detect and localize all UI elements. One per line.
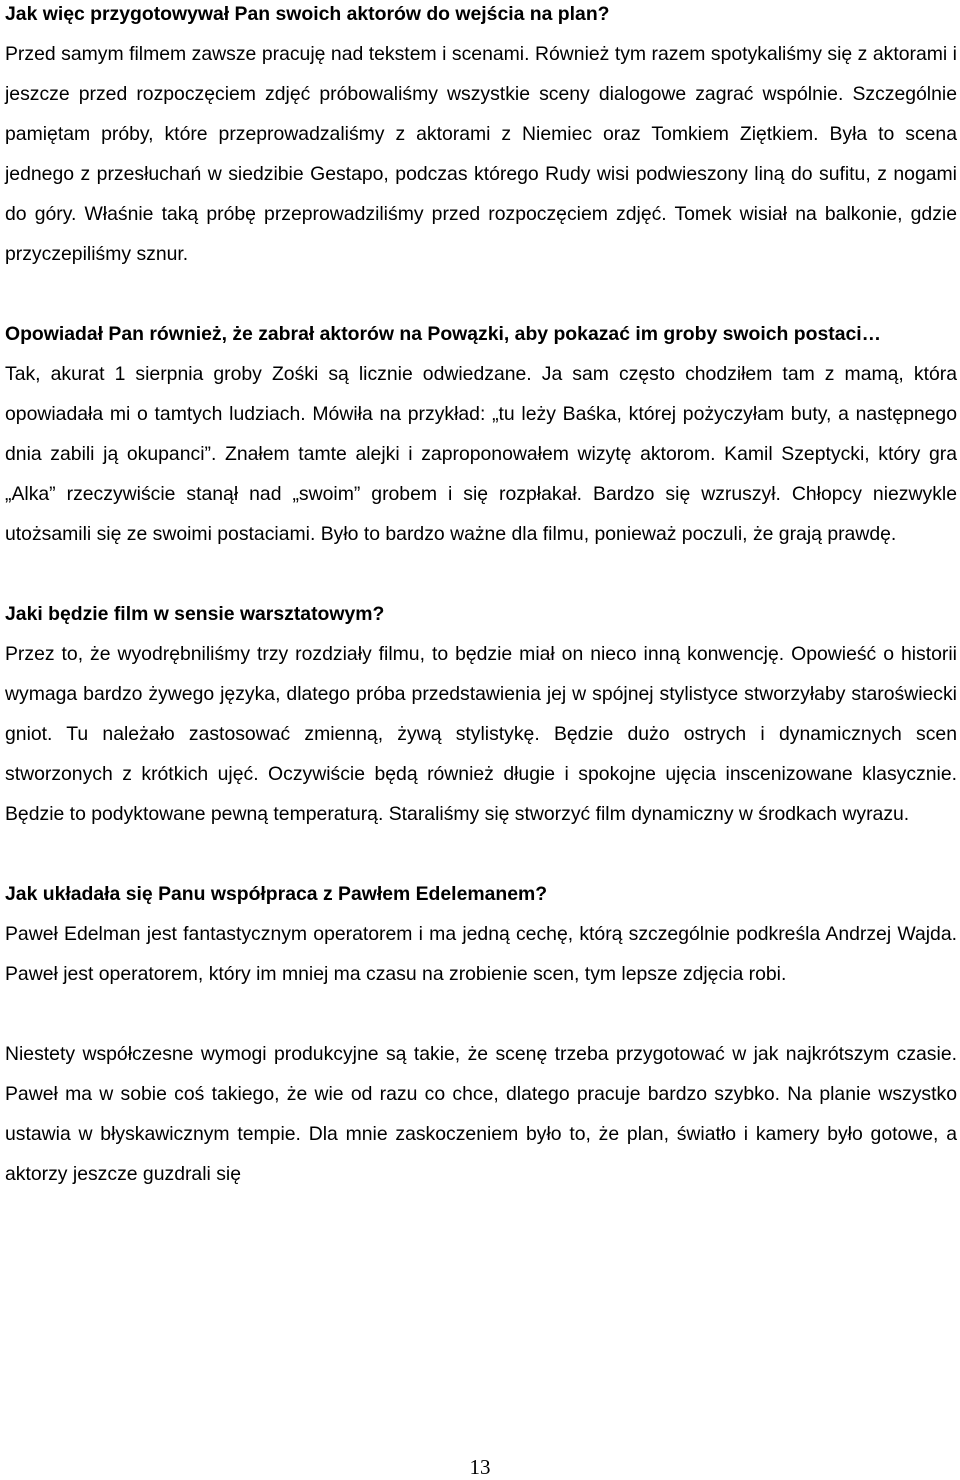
paragraph-gap [5,994,957,1034]
document-page [5,0,957,1194]
paragraph-gap [5,834,957,874]
question-heading-4: Jak układała się Panu współpraca z Pawłem Edelemanem? [5,883,548,905]
answer-paragraph-4: Paweł Edelman jest fantastycznym operatorem i ma jedną cechę, którą szczególnie podkreśla Andrzej Wajda. Paweł jest operatorem, który im mniej ma czasu na zrobienie scen, tym lepsze zdjęcia robi. [5,923,957,985]
question-heading-2: Opowiadał Pan również, że zabrał aktorów na Powązki, aby pokazać im groby swoich postaci… [5,323,882,345]
answer-paragraph-3: Przez to, że wyodrębniliśmy trzy rozdziały filmu, to będzie miał on nieco inną konwencję. Opowieść o historii wymaga bardzo żywego języka, dlatego próba przedstawienia jej w spójnej stylistyce stworzyłaby staroświecki gniot. Tu należało zastosować zmienną, żywą stylistykę. Będzie dużo ostrych i dynamicznych scen stworzonych z krótkich ujęć. Oczywiście będą również długie i spokojne ujęcia inscenizowane klasycznie. Będzie to podyktowane pewną temperaturą. Staraliśmy się stworzyć film dynamiczny w środkach wyrazu. [5,643,957,825]
page-number: 13 [469,1455,491,1479]
question-heading-1: Jak więc przygotowywał Pan swoich aktorów do wejścia na plan? [5,3,610,25]
answer-paragraph-2: Tak, akurat 1 sierpnia groby Zośki są licznie odwiedzane. Ja sam często chodziłem tam z mamą, która opowiadała mi o tamtych ludziach. Mówiła na przykład: „tu leży Baśka, której pożyczyłam buty, a następnego dnia zabili ją okupanci”. Znałem tamte alejki i zaproponowałem wizytę aktorom. Kamil Szeptycki, który gra „Alka” rzeczywiście stanął nad „swoim” grobem i się rozpłakał. Bardzo się wzruszył. Chłopcy niezwykle utożsamili się ze swoimi postaciami. Było to bardzo ważne dla filmu, ponieważ poczuli, że grają prawdę. [5,363,957,545]
paragraph-gap [5,554,957,594]
question-heading-3: Jaki będzie film w sensie warsztatowym? [5,603,385,625]
final-paragraph: Niestety współczesne wymogi produkcyjne są takie, że scenę trzeba przygotować w jak najkrótszym czasie. Paweł ma w sobie coś takiego, że wie od razu co chce, dlatego pracuje bardzo szybko. Na planie wszystko ustawia w błyskawicznym tempie. Dla mnie zaskoczeniem było to, że plan, światło i kamery było gotowe, a aktorzy jeszcze guzdrali się [5,1043,957,1185]
paragraph-gap [5,274,957,314]
answer-paragraph-1: Przed samym filmem zawsze pracuję nad tekstem i scenami. Również tym razem spotykaliśmy się z aktorami i jeszcze przed rozpoczęciem zdjęć próbowaliśmy wszystkie sceny dialogowe zagrać wspólnie. Szczególnie pamiętam próby, które przeprowadzaliśmy z aktorami z Niemiec oraz Tomkiem Ziętkiem. Była to scena jednego z przesłuchań w siedzibie Gestapo, podczas którego Rudy wisi podwieszony liną do sufitu, z nogami do góry. Właśnie taką próbę przeprowadziliśmy przed rozpoczęciem zdjęć. Tomek wisiał na balkonie, gdzie przyczepiliśmy sznur. [5,43,957,265]
